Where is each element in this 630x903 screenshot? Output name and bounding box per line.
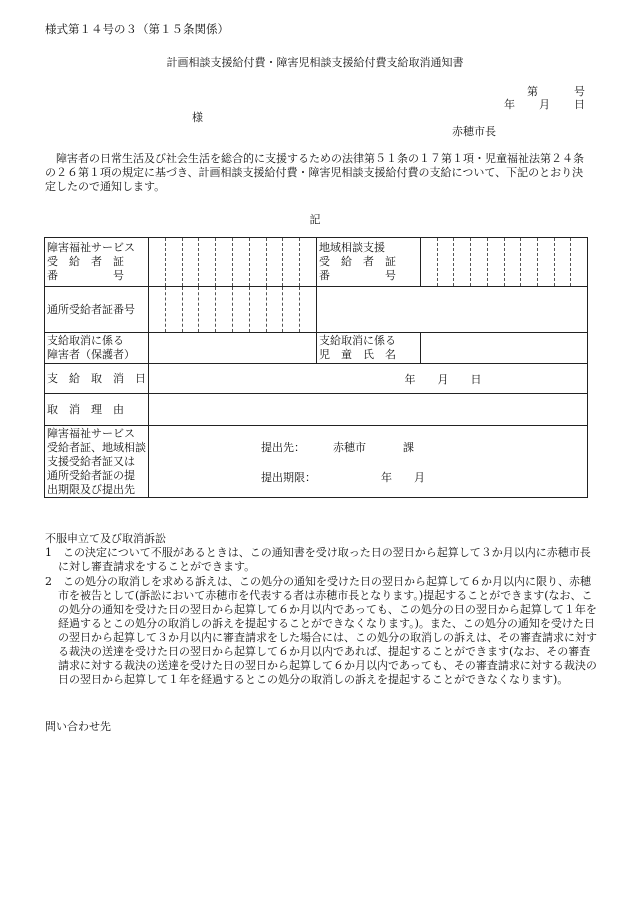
- appeal-heading: 不服申立て及び取消訴訟: [45, 532, 166, 545]
- child-name-field[interactable]: [421, 333, 588, 364]
- deadline-year: 年: [381, 470, 392, 484]
- deadline-month: 月: [414, 470, 425, 484]
- table-row: [45, 333, 588, 364]
- daycare-blank-cell: [317, 287, 588, 333]
- service-cert-number-field[interactable]: [149, 238, 317, 287]
- cancel-date-month: 月: [437, 372, 449, 386]
- disabled-person-name-field[interactable]: [149, 333, 317, 364]
- cancel-date-day: 日: [470, 372, 482, 386]
- doc-number-label: 第: [527, 85, 538, 98]
- document-title: 計画相談支援給付費・障害児相談支援給付費支給取消通知書: [166, 56, 464, 69]
- cancel-date-label: 支 給 取 消 日: [45, 364, 149, 394]
- table-row: [45, 364, 588, 394]
- submit-to-section: 課: [403, 440, 414, 454]
- issue-date-month: 月: [539, 98, 550, 111]
- community-cert-number-field[interactable]: [421, 238, 588, 287]
- daycare-cert-number-field[interactable]: [149, 287, 317, 333]
- cancel-reason-label: 取 消 理 由: [45, 394, 149, 426]
- child-name-label: 支給取消に係る 児 童 氏 名: [317, 333, 421, 364]
- issue-date-day: 日: [574, 98, 585, 111]
- doc-number-suffix: 号: [574, 85, 585, 98]
- contact-label: 問い合わせ先: [45, 720, 111, 733]
- daycare-cert-label: 通所受給者証番号: [45, 287, 149, 333]
- deadline-label: 提出期限：: [261, 470, 316, 484]
- cancel-reason-field[interactable]: [149, 394, 588, 426]
- submit-to-label: 提出先：: [261, 440, 305, 454]
- cancel-date-field[interactable]: [149, 364, 588, 394]
- notice-table: [44, 237, 588, 498]
- issue-date-year: 年: [504, 98, 515, 111]
- form-number: 様式第１４号の３（第１５条関係）: [45, 22, 229, 36]
- appeal-item-2: 2 この処分の取消しを求める訴えは、この処分の通知を受けた日の翌日から起算して６か月以内に限り、赤穂市を被告として(訴訟において赤穂市を代表する者は赤穂市長となります。)提起することができます(なお、この処分の通知を受けた日の翌日から起算して６か月以内であっても、この処分の日の翌日から起算して１年を経過するとこの処分の取消しの訴えを提起することができなくなります。)。また、この処分の通知を受けた日の翌日から起算して３か月以内に審査請求をした場合には、この処分の取消しの訴えは、その審査請求に対する裁決の送達を受けた日の翌日から起算して６か月以内であれば、提起することができます(なお、その審査請求に対する裁決の送達を受けた日の翌日から起算して６か月以内であっても、その審査請求に対する裁決の日の翌日から起算して１年を経過するとこの処分の取消しの訴えを提起することができなくなります)。: [45, 575, 597, 686]
- service-cert-label: 障害福祉サービス 受 給 者 証 番 号: [45, 238, 149, 287]
- community-cert-label: 地域相談支援 受 給 者 証 番 号: [317, 238, 421, 287]
- issuer-name: 赤穂市長: [452, 125, 496, 138]
- submit-to-city: 赤穂市: [333, 440, 366, 454]
- cancel-date-year: 年: [404, 372, 416, 386]
- addressee-suffix: 様: [192, 111, 203, 124]
- appeal-item-1: 1 この決定について不服があるときは、この通知書を受け取った日の翌日から起算して３か月以内に赤穂市長に対し審査請求をすることができます。: [45, 546, 591, 573]
- disabled-person-label: 支給取消に係る 障害者（保護者）: [45, 333, 149, 364]
- submission-label: 障害福祉サービス 受給者証、地域相談 支援受給者証又は 通所受給者証の提 出期限及び提出先: [45, 426, 149, 498]
- table-row: [45, 426, 588, 498]
- submission-field[interactable]: [149, 426, 588, 498]
- table-row: [45, 394, 588, 426]
- notice-paragraph: 障害者の日常生活及び社会生活を総合的に支援するための法律第５１条の１７第１項・児童福祉法第２４条の２６第１項の規定に基づき、計画相談支援給付費・障害児相談支援給付費の支給について、下記のとおり決定したので通知します。: [45, 152, 584, 193]
- table-row: [45, 287, 588, 333]
- table-row: [45, 238, 588, 287]
- ki-heading: 記: [309, 213, 321, 226]
